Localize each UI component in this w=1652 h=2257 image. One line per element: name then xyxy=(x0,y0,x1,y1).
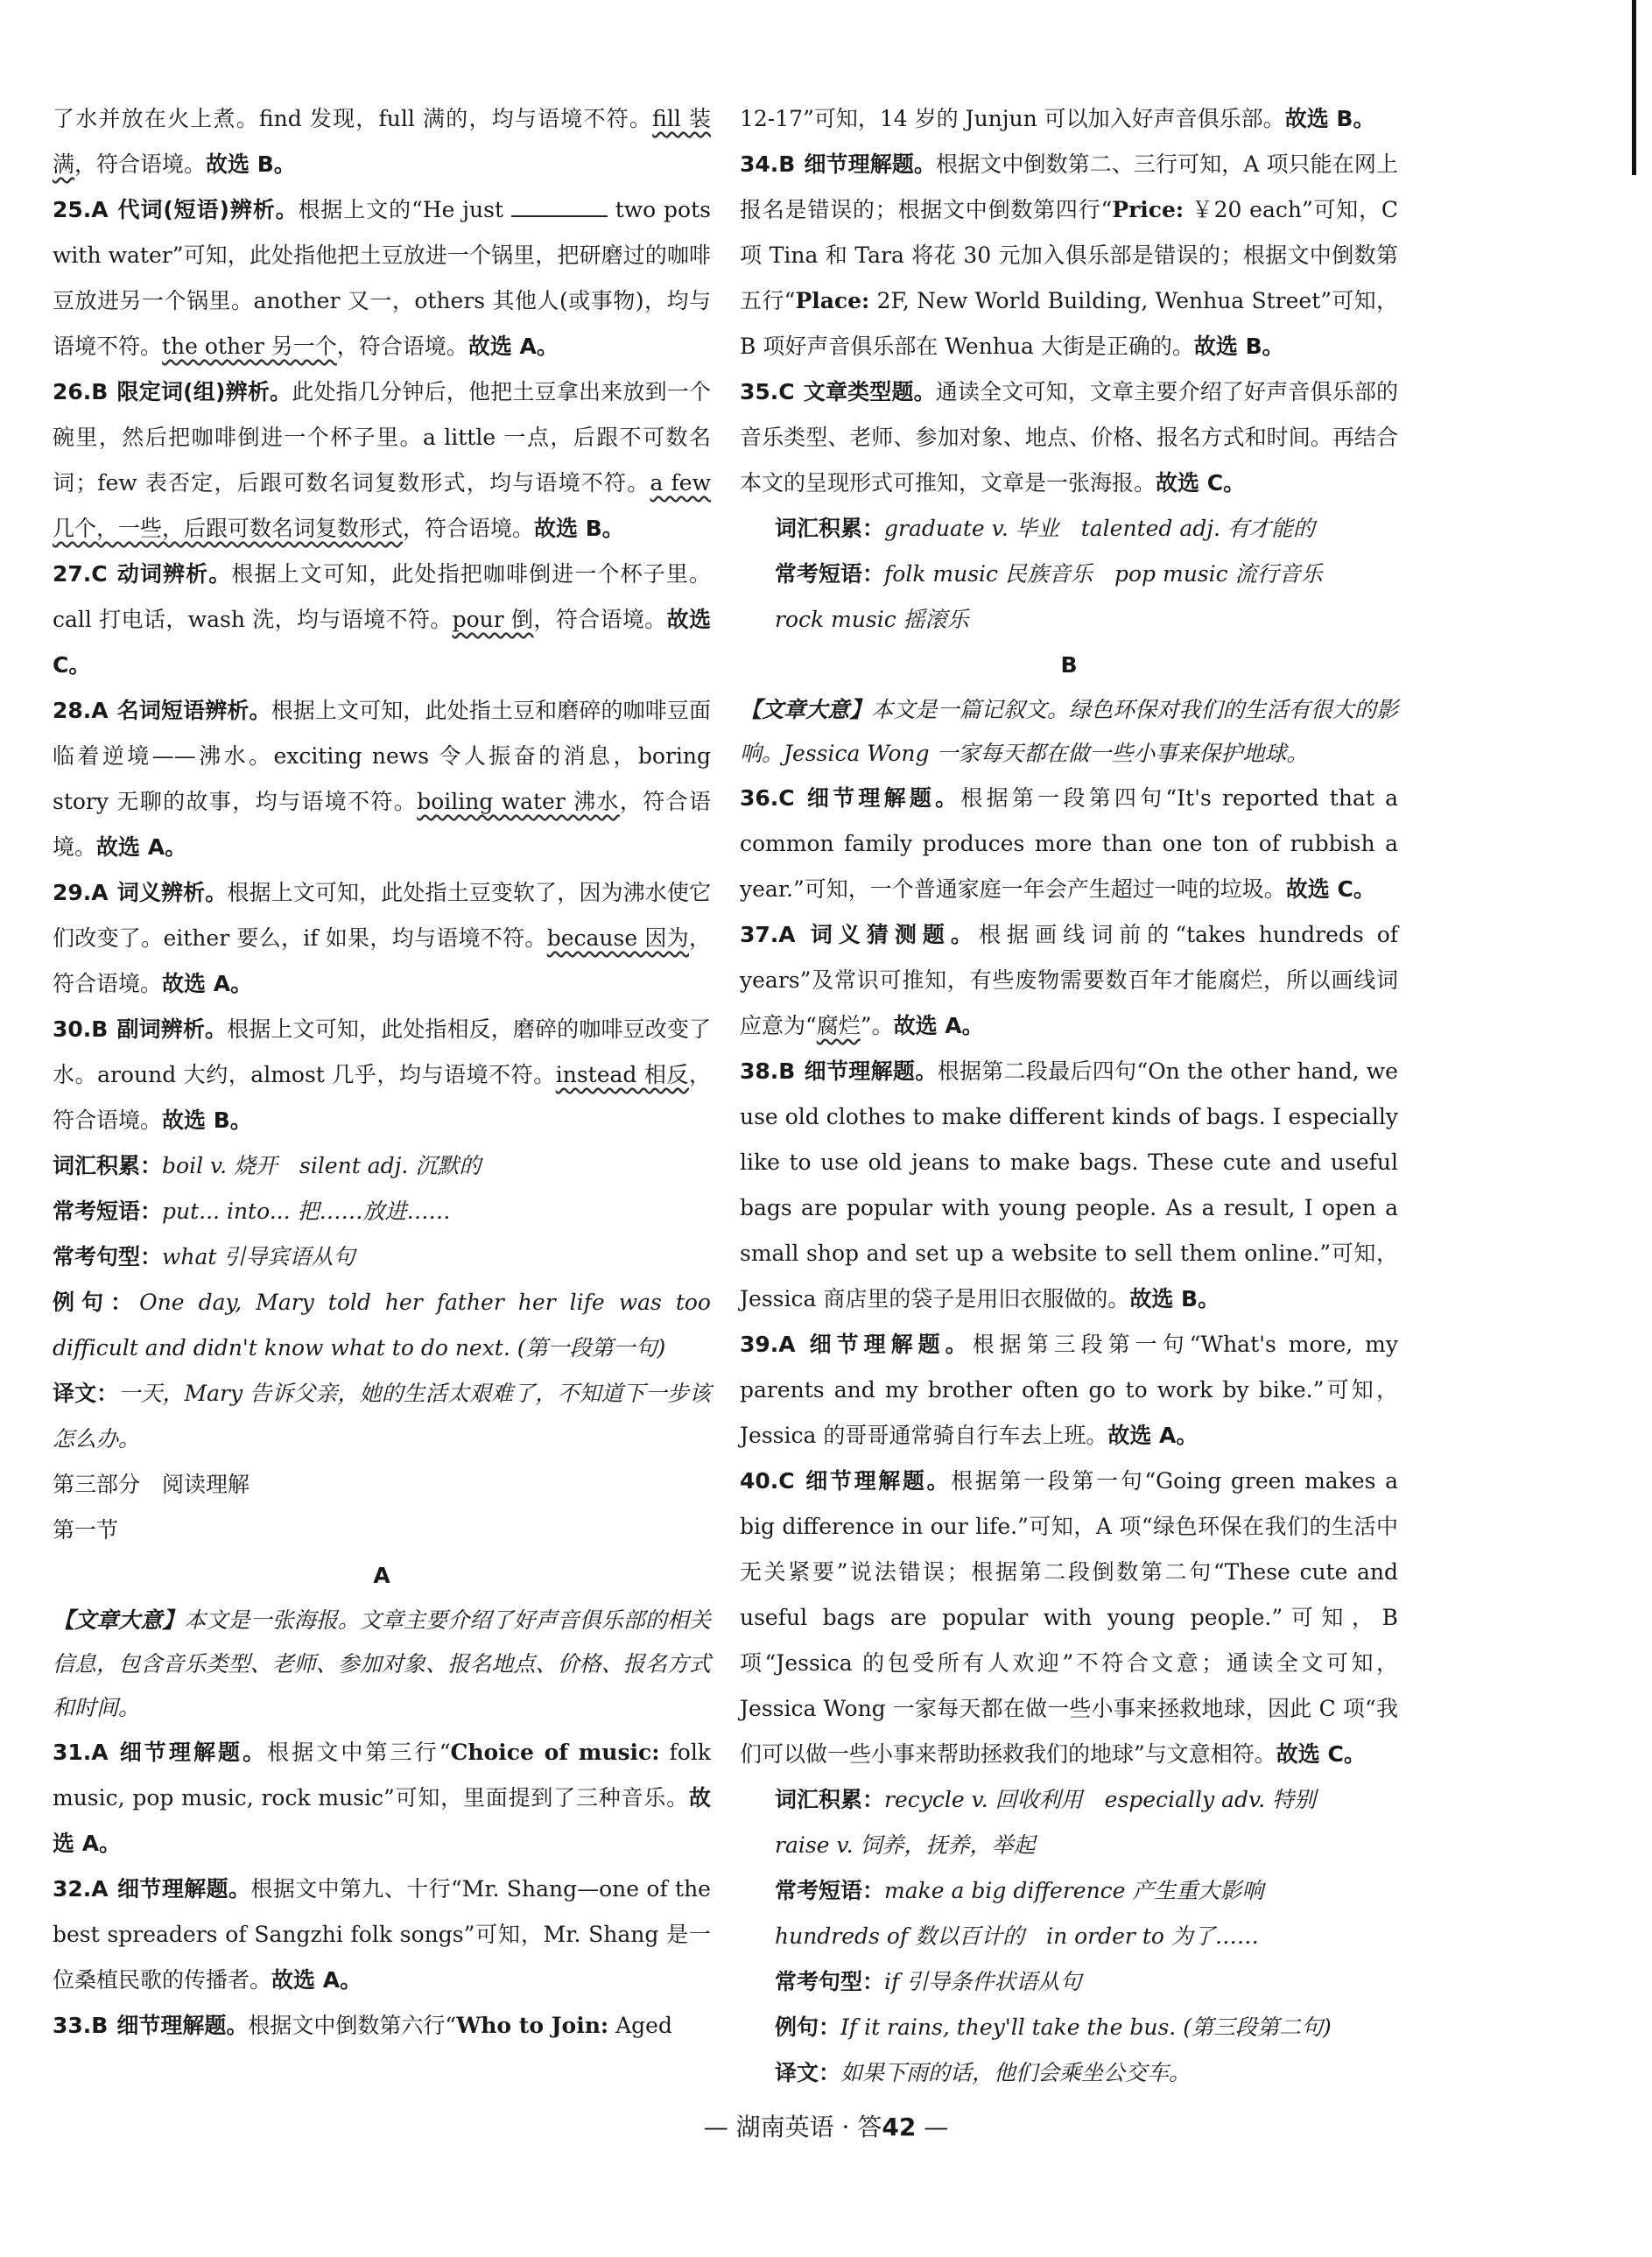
q35: 35.C 文章类型题。通读全文可知，文章主要介绍了好声音俱乐部的音乐类型、老师、参加对象、地点、价格、报名方式和时间。再结合本文的呈现形式可推知，文章是一张海报。故选 C。 xyxy=(740,379,1398,496)
q31: 31.A 细节理解题。根据文中第三行“Choice of music: folk music, pop music, rock music”可知，里面提到了三种音乐。故选 A。 xyxy=(53,1740,711,1856)
q28: 28.A 名词短语辨析。根据上文可知，此处指土豆和磨碎的咖啡豆面临着逆境——沸水。exciting news 令人振奋的消息，boring story 无聊的故事，均与语境不符。boiling water 沸水，符合语境。故选 A。 xyxy=(53,698,711,860)
vocab-note-3: raise v. 饲养，抚养，举起 xyxy=(775,1832,1036,1858)
section-one-heading: 第一节 xyxy=(53,1517,119,1543)
q33-continued: 12-17”可知，14 岁的 Junjun 可以加入好声音俱乐部。故选 B。 xyxy=(740,106,1375,131)
translation: 译文：如果下雨的话，他们会乘坐公交车。 xyxy=(775,2060,1192,2085)
q34: 34.B 细节理解题。根据文中倒数第二、三行可知，A 项只能在网上报名是错误的；根据文中倒数第四行“Price: ￥20 each”可知，C 项 Tina 和 Tara 将花 30 元加入俱乐部是错误的；根据文中倒数第五行“Place: 2F, New World Building, Wenhua Street”可知，B 项好声音俱乐部在 Wenhua 大街是正确的。故选 B。 xyxy=(740,151,1398,359)
q40: 40.C 细节理解题。根据第一段第一句“Going green makes a big difference in our life.”可知，A 项“绿色环保在我们的生活中无关紧要”说法错误；根据第二段倒数第二句“These cute and useful bags are popular with young people.”可知，B 项“Jessica 的包受所有人欢迎”不符合文意；通读全文可知，Jessica Wong 一家每天都在做一些小事来拯救地球，因此 C 项“我们可以做一些小事来帮助拯救我们的地球”与文意相符。故选 C。 xyxy=(740,1468,1398,1767)
q33: 33.B 细节理解题。根据文中倒数第六行“Who to Join: Aged xyxy=(53,2013,672,2038)
passage-a-heading: A xyxy=(373,1563,390,1588)
phrase-note-2: rock music 摇滚乐 xyxy=(775,607,969,632)
vocab-note: 词汇积累：graduate v. 毕业 talented adj. 有才能的 xyxy=(775,516,1315,541)
q29: 29.A 词义辨析。根据上文可知，此处指土豆变软了，因为沸水使它们改变了。either 要么，if 如果，均与语境不符。because 因为，符合语境。故选 A。 xyxy=(53,880,711,996)
passage-b-heading: B xyxy=(1060,652,1078,678)
left-column xyxy=(53,96,711,2049)
vocab-note-2: 词汇积累：recycle v. 回收利用 especially adv. 特别 xyxy=(775,1787,1317,1812)
phrase-note: 常考短语：folk music 民族音乐 pop music 流行音乐 xyxy=(775,561,1323,587)
phrase-note-3: 常考短语：make a big difference 产生重大影响 xyxy=(775,1878,1264,1903)
q30: 30.B 副词辨析。根据上文可知，此处指相反，磨碎的咖啡豆改变了水。around 大约，almost 几乎，均与语境不符。instead 相反，符合语境。故选 B。 xyxy=(53,1016,711,1133)
q39: 39.A 细节理解题。根据第三段第一句“What's more, my parents and my brother often go to work by bike.”可知，Jessica 的哥哥通常骑自行车去上班。故选 A。 xyxy=(740,1332,1398,1448)
q27: 27.C 动词辨析。根据上文可知，此处指把咖啡倒进一个杯子里。call 打电话，wash 洗，均与语境不符。pour 倒，符合语境。故选 C。 xyxy=(53,561,711,678)
q26: 26.B 限定词(组)辨析。此处指几分钟后，他把土豆拿出来放到一个碗里，然后把咖啡倒进一个杯子里。a little 一点，后跟不可数名词；few 表否定，后跟可数名词复数形式，均与语境不符。a few 几个，一些，后跟可数名词复数形式，符合语境。故选 B。 xyxy=(53,379,711,541)
q24-continued: 了水并放在火上煮。find 发现，full 满的，均与语境不符。fill 装满，符合语境。故选 B。 xyxy=(53,106,711,177)
edge-rule xyxy=(1632,0,1636,175)
example-sentence: 例句：If it rains, they'll take the bus. (第三段第二句) xyxy=(775,2014,1332,2040)
q25: 25.A 代词(短语)辨析。根据上文的“He just two pots with water”可知，此处指他把土豆放进一个锅里，把研磨过的咖啡豆放进另一个锅里。another 又一，others 其他人(或事物)，均与语境不符。the other 另一个，符合语境。故选 A。 xyxy=(53,197,711,359)
part-three-heading: 第三部分 阅读理解 xyxy=(53,1472,250,1497)
q37: 37.A 词义猜测题。根据画线词前的“takes hundreds of years”及常识可推知，有些废物需要数百年才能腐烂，所以画线词应意为“腐烂”。故选 A。 xyxy=(740,922,1398,1038)
page-number: 42 xyxy=(882,2113,917,2141)
blank-line xyxy=(511,196,608,217)
summary-b: 【文章大意】本文是一篇记叙文。绿色环保对我们的生活有很大的影响。Jessica Wong 一家每天都在做一些小事来保护地球。 xyxy=(740,697,1398,766)
example-sentence: 例句：One day, Mary told her father her life was too difficult and didn't know what to do next. (第一段第一句) xyxy=(53,1290,711,1361)
q38: 38.B 细节理解题。根据第二段最后四句“On the other hand, we use old clothes to make different kinds of bags. I especially like to use old jeans to make bags. These cute and useful bags are popular with young people. As a result, I open a small shop and set up a website to sell them online.”可知，Jessica 商店里的袋子是用旧衣服做的。故选 B。 xyxy=(740,1058,1398,1311)
page-footer: — 湖南英语 · 答42 — xyxy=(703,2113,949,2141)
phrase-note-4: hundreds of 数以百计的 in order to 为了…… xyxy=(775,1923,1259,1949)
q36: 36.C 细节理解题。根据第一段第四句“It's reported that a common family produces more than one ton of rubbish a year.”可知，一个普通家庭一年会产生超过一吨的垃圾。故选 C。 xyxy=(740,785,1398,902)
q32: 32.A 细节理解题。根据文中第九、十行“Mr. Shang—one of the best spreaders of Sangzhi folk songs”可知，Mr. Shang 是一位桑植民歌的传播者。故选 A。 xyxy=(53,1876,711,1993)
right-column xyxy=(740,96,1398,2096)
vocab-note: 词汇积累：boil v. 烧开 silent adj. 沉默的 xyxy=(53,1153,482,1178)
pattern-note: 常考句型：what 引导宾语从句 xyxy=(53,1244,355,1269)
translation: 译文：一天，Mary 告诉父亲，她的生活太艰难了，不知道下一步该怎么办。 xyxy=(53,1381,711,1452)
summary-a: 【文章大意】本文是一张海报。文章主要介绍了好声音俱乐部的相关信息，包含音乐类型、老师、参加对象、报名地点、价格、报名方式和时间。 xyxy=(53,1607,711,1720)
phrase-note: 常考短语：put... into... 把……放进…… xyxy=(53,1199,451,1224)
pattern-note: 常考句型：if 引导条件状语从句 xyxy=(775,1969,1082,1994)
